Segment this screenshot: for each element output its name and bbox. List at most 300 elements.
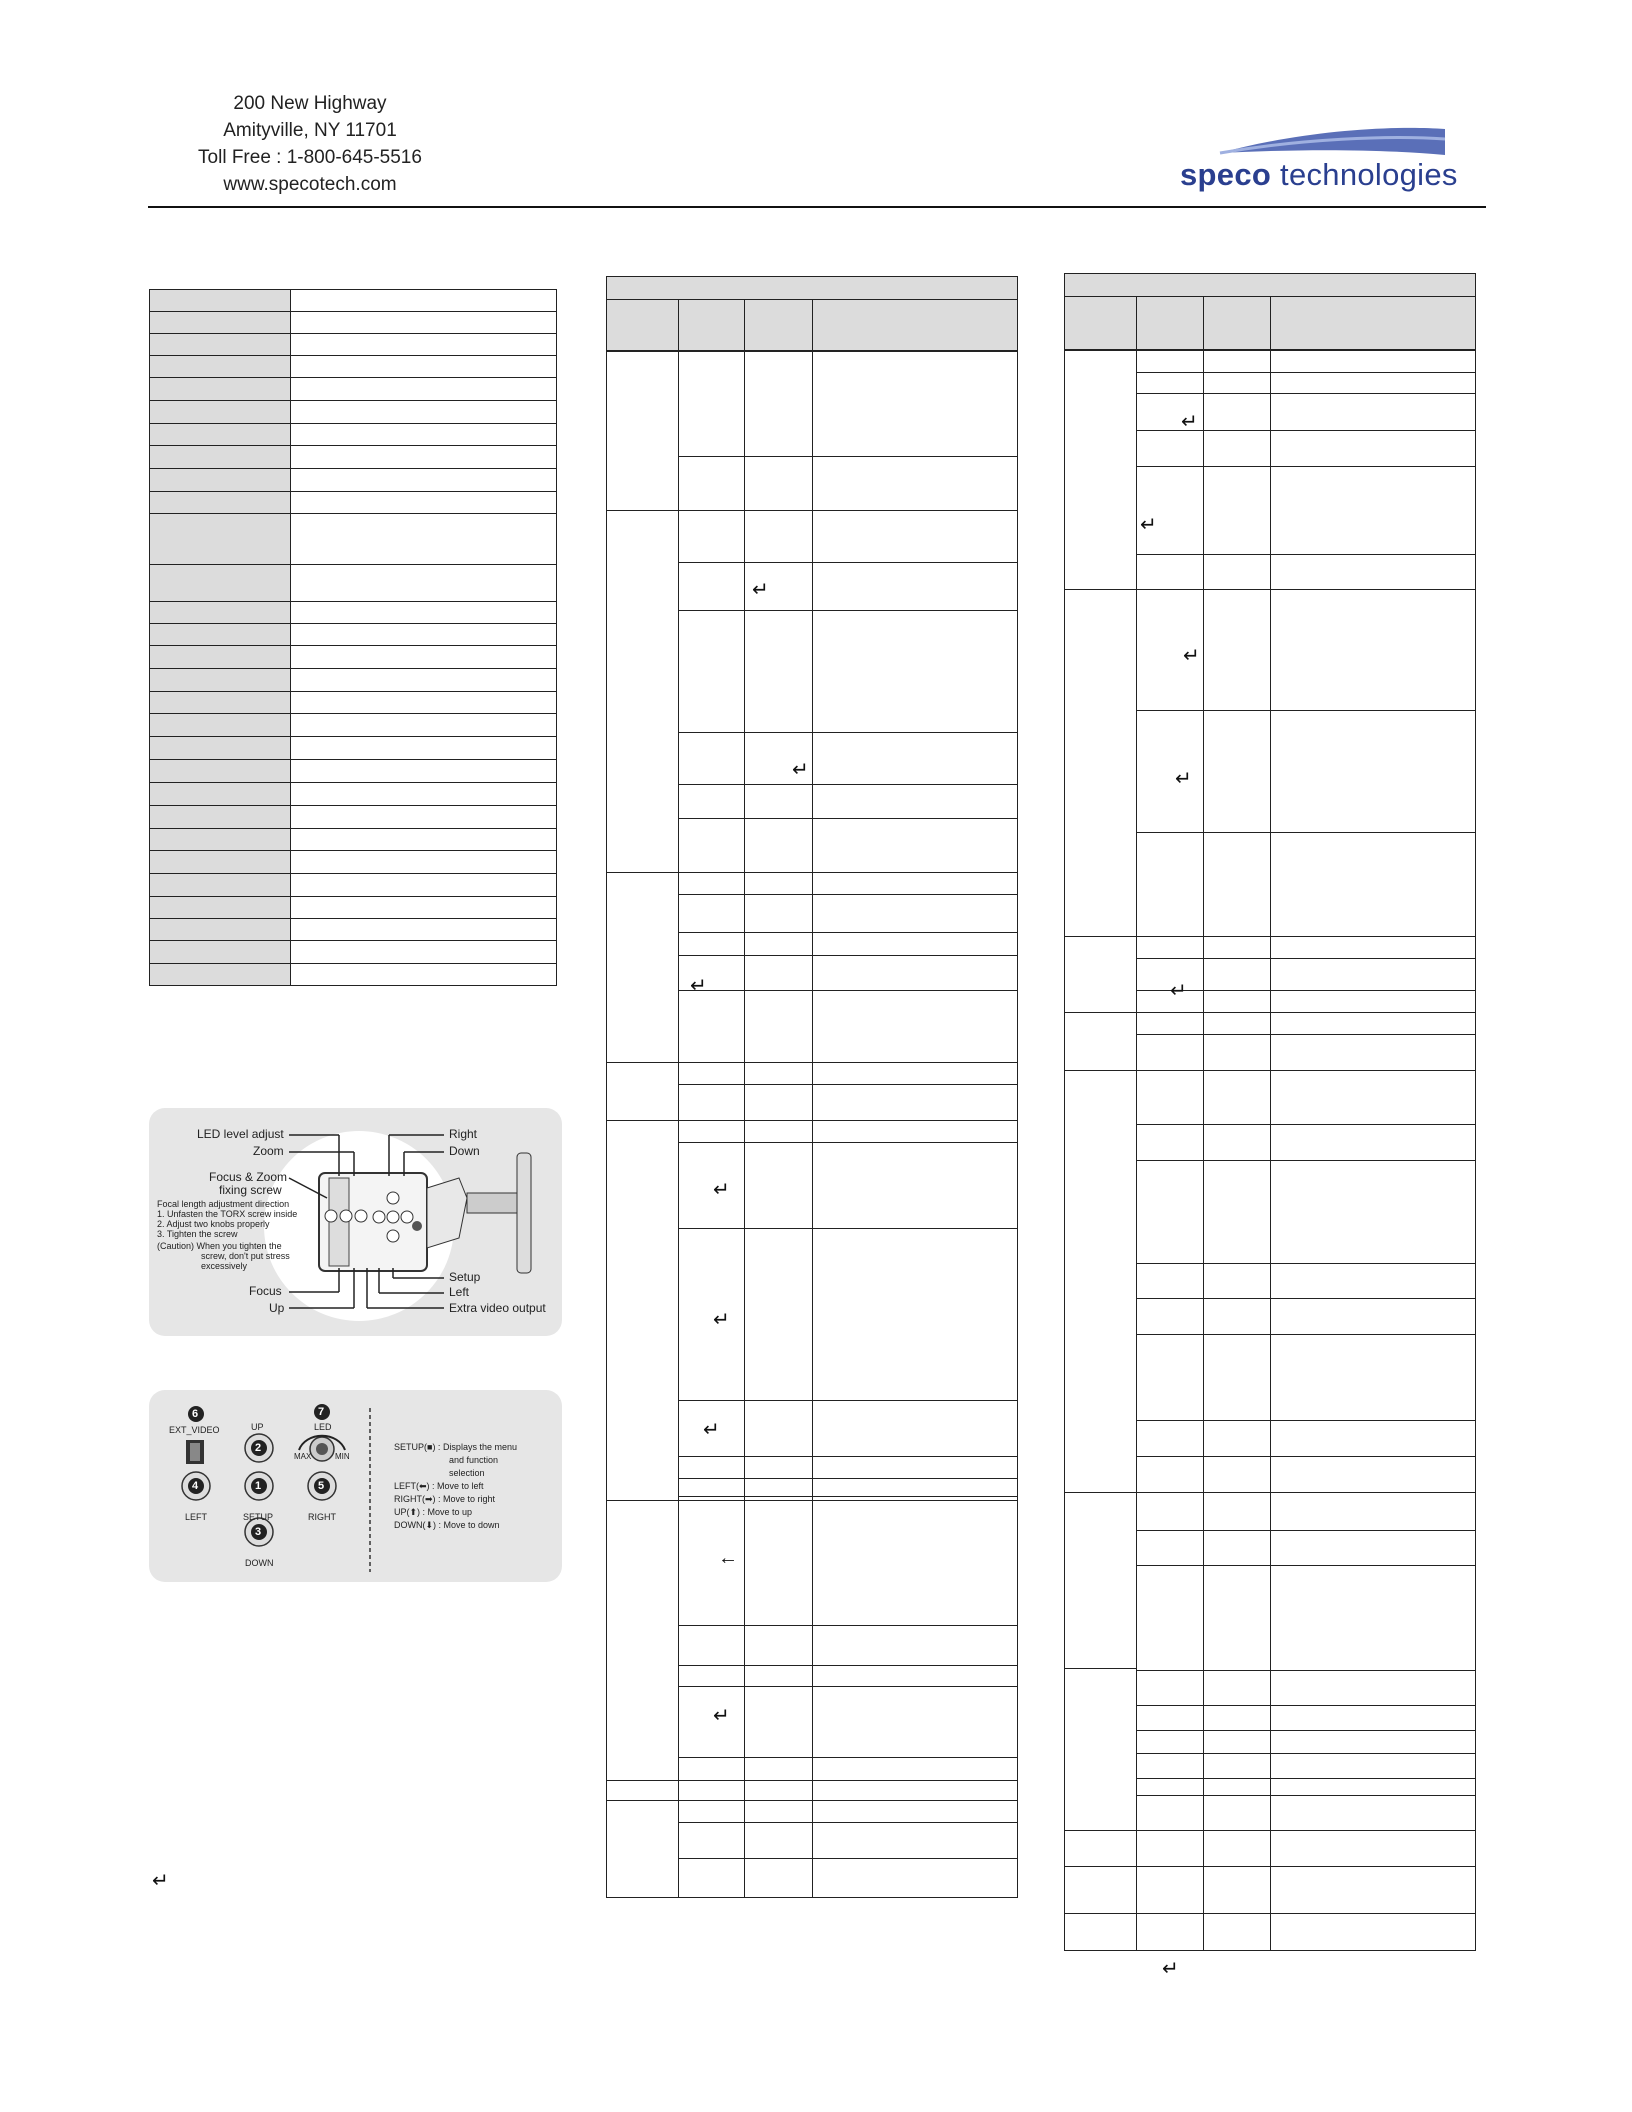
menu-group-cell	[1064, 1830, 1137, 1867]
menu-row-cell	[1136, 1160, 1204, 1264]
menu-row-cell	[744, 610, 813, 733]
legend-up: UP(⬆) : Move to up	[394, 1507, 473, 1517]
menu-row-cell	[1136, 1456, 1204, 1493]
menu-row-cell	[1270, 1492, 1476, 1531]
spec-label-cell	[149, 445, 291, 469]
menu-row-cell	[744, 351, 813, 457]
menu-row-cell	[744, 1780, 813, 1801]
spec-value-cell	[290, 963, 557, 986]
menu-row-cell	[1270, 554, 1476, 590]
menu-group-cell	[1064, 350, 1137, 590]
left-button[interactable]: 4	[192, 1480, 199, 1492]
ext-video-number: 6	[192, 1408, 199, 1420]
menu-row-cell	[1270, 832, 1476, 937]
menu-row-cell	[812, 1822, 1018, 1859]
label-up: Up	[269, 1301, 285, 1315]
logo-brand: speco	[1180, 157, 1272, 192]
menu-row-cell	[1270, 1670, 1476, 1706]
menu-row-cell	[1270, 1334, 1476, 1421]
return-icon: ↵	[713, 1705, 730, 1727]
menu-row-cell	[1136, 1670, 1204, 1706]
menu-row-cell	[678, 818, 745, 873]
legend-right: RIGHT(➡) : Move to right	[394, 1494, 496, 1504]
menu-row-cell	[812, 1084, 1018, 1121]
spec-label-cell	[149, 940, 291, 964]
menu-row-cell	[1136, 1420, 1204, 1457]
menu-row-cell	[1270, 372, 1476, 394]
menu-row-cell	[1270, 1565, 1476, 1671]
return-icon: ↵	[1181, 411, 1198, 433]
menu-row-cell	[1203, 1795, 1271, 1831]
menu-row-cell	[744, 932, 813, 956]
menu-row-cell	[678, 1858, 745, 1898]
menu-row-cell	[744, 872, 813, 895]
menu-row-cell	[1136, 1795, 1204, 1831]
return-icon: ↵	[1175, 768, 1192, 790]
menu-row-cell	[1203, 1565, 1271, 1671]
down-label: DOWN	[245, 1558, 274, 1568]
menu-row-cell	[1203, 1298, 1271, 1335]
spec-label-cell	[149, 896, 291, 919]
spec-value-cell	[290, 645, 557, 669]
spec-label-cell	[149, 691, 291, 714]
menu-row-cell	[1136, 1913, 1204, 1951]
spec-label-cell	[149, 423, 291, 446]
menu-row-cell	[1136, 1830, 1204, 1867]
menu-row-cell	[1136, 1334, 1204, 1421]
return-icon: ↵	[1183, 645, 1200, 667]
spec-value-cell	[290, 564, 557, 602]
address-line1: 200 New Highway	[233, 93, 387, 114]
spec-label-cell	[149, 850, 291, 874]
spec-label-cell	[149, 828, 291, 851]
menu-row-cell	[678, 510, 745, 563]
menu-row-cell	[1203, 990, 1271, 1013]
setup-button[interactable]: 1	[255, 1480, 262, 1492]
spec-value-cell	[290, 736, 557, 760]
menu-row-cell	[1203, 1705, 1271, 1731]
menu-row-cell	[1203, 1830, 1271, 1867]
menu-row-cell	[812, 1142, 1018, 1229]
spec-label-cell	[149, 601, 291, 624]
address-line2: Amityville, NY 11701	[223, 120, 397, 141]
menu-row-cell	[1270, 1420, 1476, 1457]
spec-label-cell	[149, 623, 291, 646]
menu-group-cell	[1064, 936, 1137, 1013]
menu-row-cell	[1203, 350, 1271, 373]
return-icon: ↵	[152, 1870, 169, 1892]
up-button[interactable]: 2	[255, 1442, 262, 1454]
menu-row-cell	[1203, 589, 1271, 711]
led-max: MAX	[294, 1452, 312, 1461]
menu-row-cell	[1203, 372, 1271, 394]
menu-row-cell	[744, 1062, 813, 1085]
spec-label-cell	[149, 311, 291, 334]
menu-row-cell	[812, 351, 1018, 457]
menu-header-cell	[1064, 296, 1137, 350]
menu-row-cell	[1136, 1034, 1204, 1071]
menu-row-cell	[1270, 1778, 1476, 1796]
menu-row-cell	[1270, 958, 1476, 991]
menu-row-cell	[1270, 1298, 1476, 1335]
menu-row-cell	[678, 610, 745, 733]
label-focus: Focus	[249, 1284, 282, 1298]
menu-group-cell	[1064, 1012, 1137, 1071]
menu-row-cell	[744, 1120, 813, 1143]
spec-value-cell	[290, 691, 557, 714]
menu-row-cell	[678, 1625, 745, 1666]
legend-down: DOWN(⬇) : Move to down	[394, 1520, 500, 1530]
menu-row-cell	[678, 1757, 745, 1781]
menu-row-cell	[1270, 1012, 1476, 1035]
menu-group-cell	[1064, 1913, 1137, 1951]
menu-row-cell	[1203, 1334, 1271, 1421]
menu-row-cell	[1270, 350, 1476, 373]
menu-group-cell	[606, 1062, 679, 1121]
focal-step1: 1. Unfasten the TORX screw inside	[157, 1209, 298, 1219]
menu-row-cell	[678, 1822, 745, 1859]
menu-row-cell	[812, 932, 1018, 956]
spec-value-cell	[290, 828, 557, 851]
return-icon: ↵	[1170, 980, 1187, 1002]
menu-row-cell	[1203, 1456, 1271, 1493]
menu-row-cell	[1270, 393, 1476, 431]
menu-row-cell	[1203, 393, 1271, 431]
menu-row-cell	[812, 732, 1018, 785]
menu-row-cell	[678, 894, 745, 933]
menu-group-cell	[606, 1500, 679, 1781]
menu-row-cell	[1203, 554, 1271, 590]
speco-logo	[1160, 125, 1470, 200]
menu-row-cell	[1270, 430, 1476, 467]
caution-line3: excessively	[201, 1261, 248, 1271]
menu-row-cell	[744, 456, 813, 511]
menu-row-cell	[678, 932, 745, 956]
menu-row-cell	[1203, 1492, 1271, 1531]
menu-row-cell	[744, 1757, 813, 1781]
caution-line1: (Caution) When you tighten the	[157, 1241, 282, 1251]
focal-step3: 3. Tighten the screw	[157, 1229, 238, 1239]
menu-row-cell	[1203, 936, 1271, 959]
menu-row-cell	[1136, 936, 1204, 959]
menu-row-cell	[678, 1228, 745, 1401]
spec-label-cell	[149, 759, 291, 783]
menu-row-cell	[744, 1400, 813, 1457]
menu-row-cell	[1136, 1492, 1204, 1531]
label-setup: Setup	[449, 1270, 481, 1284]
menu-row-cell	[812, 610, 1018, 733]
spec-label-cell	[149, 918, 291, 941]
spec-value-cell	[290, 468, 557, 492]
ext-video-label[interactable]: EXT_VIDEO	[169, 1425, 220, 1435]
spec-label-cell	[149, 377, 291, 401]
menu-header-cell	[1203, 296, 1271, 350]
menu-row-cell	[1136, 1012, 1204, 1035]
menu-row-cell	[1270, 936, 1476, 959]
menu-row-cell	[812, 1120, 1018, 1143]
spec-value-cell	[290, 445, 557, 469]
menu-row-cell	[678, 784, 745, 819]
led-label[interactable]: LED	[314, 1422, 332, 1432]
logo-suffix: technologies	[1280, 157, 1458, 192]
menu-row-cell	[1203, 1160, 1271, 1264]
menu-row-cell	[1136, 710, 1204, 833]
menu-row-cell	[1270, 589, 1476, 711]
menu-row-cell	[1203, 1730, 1271, 1754]
spec-value-cell	[290, 513, 557, 565]
menu-row-cell	[1203, 1263, 1271, 1299]
caution-line2: screw, don't put stress	[201, 1251, 290, 1261]
up-label: UP	[251, 1422, 264, 1432]
led-number: 7	[318, 1406, 325, 1418]
label-led-level: LED level adjust	[197, 1127, 284, 1141]
return-icon: ↵	[690, 975, 707, 997]
menu-row-cell	[678, 1120, 745, 1143]
label-right: Right	[449, 1127, 478, 1141]
menu-row-cell	[1270, 466, 1476, 555]
spec-label-cell	[149, 468, 291, 492]
spec-label-cell	[149, 736, 291, 760]
menu-row-cell	[1136, 1753, 1204, 1779]
menu-row-cell	[744, 1858, 813, 1898]
return-icon: ↵	[713, 1309, 730, 1331]
menu-row-cell	[1203, 1778, 1271, 1796]
menu-row-cell	[1270, 1160, 1476, 1264]
menu-row-cell	[1136, 1705, 1204, 1731]
menu-row-cell	[744, 1228, 813, 1401]
menu-row-cell	[812, 1400, 1018, 1457]
menu-row-cell	[1203, 1913, 1271, 1951]
menu-group-cell	[606, 1800, 679, 1898]
spec-value-cell	[290, 333, 557, 356]
menu-row-cell	[1136, 466, 1204, 555]
legend-setup2: and function	[449, 1455, 499, 1465]
spec-value-cell	[290, 713, 557, 737]
logo-wordmark	[1180, 157, 1458, 193]
menu-row-cell	[1136, 1730, 1204, 1754]
menu-row-cell	[812, 562, 1018, 611]
menu-table-title	[606, 276, 1018, 300]
menu-row-cell	[678, 562, 745, 611]
menu-row-cell	[678, 1780, 745, 1801]
menu-row-cell	[1203, 1530, 1271, 1566]
spec-label-cell	[149, 782, 291, 806]
spec-value-cell	[290, 873, 557, 897]
menu-row-cell	[744, 1478, 813, 1497]
spec-value-cell	[290, 400, 557, 424]
menu-row-cell	[1136, 1866, 1204, 1914]
led-min: MIN	[335, 1452, 350, 1461]
menu-row-cell	[744, 894, 813, 933]
spec-value-cell	[290, 896, 557, 919]
menu-group-cell	[1064, 1668, 1137, 1831]
return-icon: ↵	[703, 1419, 720, 1441]
menu-row-cell	[1270, 1753, 1476, 1779]
menu-row-cell	[812, 1800, 1018, 1823]
menu-row-cell	[1203, 1124, 1271, 1161]
menu-row-cell	[744, 1800, 813, 1823]
menu-row-cell	[678, 1062, 745, 1085]
menu-row-cell	[1203, 1070, 1271, 1125]
spec-value-cell	[290, 423, 557, 446]
menu-row-cell	[812, 990, 1018, 1063]
menu-row-cell	[1136, 1070, 1204, 1125]
menu-row-cell	[812, 1780, 1018, 1801]
menu-row-cell	[1270, 1530, 1476, 1566]
menu-row-cell	[1203, 1753, 1271, 1779]
menu-row-cell	[1270, 1830, 1476, 1867]
menu-header-cell	[812, 299, 1018, 351]
menu-row-cell	[1270, 1730, 1476, 1754]
legend-setup: SETUP(■) : Displays the menu	[394, 1442, 517, 1452]
menu-row-cell	[744, 1665, 813, 1687]
spec-value-cell	[290, 668, 557, 692]
menu-row-cell	[744, 1456, 813, 1479]
menu-row-cell	[1270, 990, 1476, 1013]
menu-group-cell	[606, 1120, 679, 1501]
arrow-left-icon: ←	[718, 1547, 738, 1569]
menu-row-cell	[744, 990, 813, 1063]
label-left: Left	[449, 1285, 470, 1299]
menu-row-cell	[1203, 1866, 1271, 1914]
menu-header-cell	[1136, 296, 1204, 350]
menu-row-cell	[1136, 1565, 1204, 1671]
return-icon: ↵	[792, 759, 809, 781]
spec-value-cell	[290, 940, 557, 964]
menu-row-cell	[1270, 1124, 1476, 1161]
focal-title: Focal length adjustment direction	[157, 1199, 290, 1209]
spec-label-cell	[149, 333, 291, 356]
menu-row-cell	[744, 1084, 813, 1121]
menu-row-cell	[1203, 1670, 1271, 1706]
menu-row-cell	[1270, 1866, 1476, 1914]
menu-group-cell	[1064, 1866, 1137, 1914]
menu-row-cell	[812, 818, 1018, 873]
menu-group-cell	[606, 872, 679, 1063]
menu-group-cell	[606, 1780, 679, 1801]
menu-row-cell	[678, 1142, 745, 1229]
spec-label-cell	[149, 713, 291, 737]
label-down: Down	[449, 1144, 480, 1158]
label-extra-video: Extra video output	[449, 1301, 546, 1315]
spec-value-cell	[290, 289, 557, 312]
menu-row-cell	[678, 351, 745, 457]
header-divider	[148, 206, 1486, 208]
menu-row-cell	[1270, 710, 1476, 833]
menu-group-cell	[1064, 1492, 1137, 1669]
toll-free: Toll Free : 1-800-645-5516	[198, 147, 422, 168]
menu-row-cell	[812, 1858, 1018, 1898]
spec-label-cell	[149, 668, 291, 692]
button-panel	[149, 1390, 562, 1582]
label-zoom: Zoom	[253, 1144, 284, 1158]
legend-left: LEFT(⬅) : Move to left	[394, 1481, 484, 1491]
menu-row-cell	[1203, 832, 1271, 937]
menu-row-cell	[1136, 1263, 1204, 1299]
menu-row-cell	[812, 1062, 1018, 1085]
button-panel-drawing	[149, 1390, 562, 1582]
return-icon: ↵	[1162, 1958, 1179, 1980]
focal-step2: 2. Adjust two knobs properly	[157, 1219, 270, 1229]
spec-label-cell	[149, 873, 291, 897]
menu-row-cell	[1203, 958, 1271, 991]
menu-row-cell	[744, 1142, 813, 1229]
menu-row-cell	[744, 1686, 813, 1758]
down-button[interactable]: 3	[255, 1526, 262, 1538]
menu-row-cell	[1136, 832, 1204, 937]
menu-group-cell	[606, 351, 679, 511]
menu-row-cell	[812, 1456, 1018, 1479]
spec-label-cell	[149, 645, 291, 669]
menu-row-cell	[744, 1625, 813, 1666]
menu-row-cell	[812, 894, 1018, 933]
spec-label-cell	[149, 355, 291, 378]
menu-table-title	[1064, 273, 1476, 297]
menu-row-cell	[1270, 1456, 1476, 1493]
label-focus-zoom-screw: Focus & Zoom	[209, 1170, 288, 1184]
menu-row-cell	[812, 456, 1018, 511]
spec-label-cell	[149, 289, 291, 312]
menu-row-cell	[744, 955, 813, 991]
spec-value-cell	[290, 918, 557, 941]
menu-row-cell	[1136, 1124, 1204, 1161]
menu-row-cell	[678, 1686, 745, 1758]
menu-row-cell	[744, 510, 813, 563]
menu-row-cell	[812, 1625, 1018, 1666]
menu-header-cell	[744, 299, 813, 351]
company-address	[175, 90, 445, 198]
menu-group-cell	[606, 510, 679, 873]
right-button[interactable]: 5	[318, 1480, 325, 1492]
menu-row-cell	[1136, 1298, 1204, 1335]
menu-row-cell	[1136, 554, 1204, 590]
spec-value-cell	[290, 850, 557, 874]
label-fixing-screw: fixing screw	[219, 1183, 282, 1197]
menu-row-cell	[1203, 1420, 1271, 1457]
menu-row-cell	[744, 1822, 813, 1859]
spec-label-cell	[149, 400, 291, 424]
menu-row-cell	[812, 784, 1018, 819]
menu-row-cell	[812, 1478, 1018, 1497]
menu-row-cell	[1136, 430, 1204, 467]
menu-row-cell	[678, 872, 745, 895]
camera-diagram	[149, 1108, 562, 1336]
menu-row-cell	[1270, 1795, 1476, 1831]
spec-label-cell	[149, 491, 291, 514]
menu-header-cell	[678, 299, 745, 351]
website-link[interactable]: www.specotech.com	[223, 174, 397, 195]
menu-row-cell	[678, 990, 745, 1063]
menu-row-cell	[678, 1800, 745, 1823]
menu-row-cell	[678, 1084, 745, 1121]
menu-row-cell	[744, 1500, 813, 1626]
spec-value-cell	[290, 805, 557, 829]
menu-row-cell	[1270, 1913, 1476, 1951]
spec-value-cell	[290, 491, 557, 514]
menu-row-cell	[678, 1456, 745, 1479]
spec-value-cell	[290, 759, 557, 783]
return-icon: ↵	[1140, 514, 1157, 536]
menu-row-cell	[1203, 1034, 1271, 1071]
return-icon: ↵	[713, 1179, 730, 1201]
spec-value-cell	[290, 782, 557, 806]
menu-group-cell	[1064, 589, 1137, 937]
menu-row-cell	[812, 872, 1018, 895]
menu-row-cell	[1270, 1034, 1476, 1071]
spec-value-cell	[290, 311, 557, 334]
menu-row-cell	[678, 1478, 745, 1497]
menu-row-cell	[1270, 1705, 1476, 1731]
